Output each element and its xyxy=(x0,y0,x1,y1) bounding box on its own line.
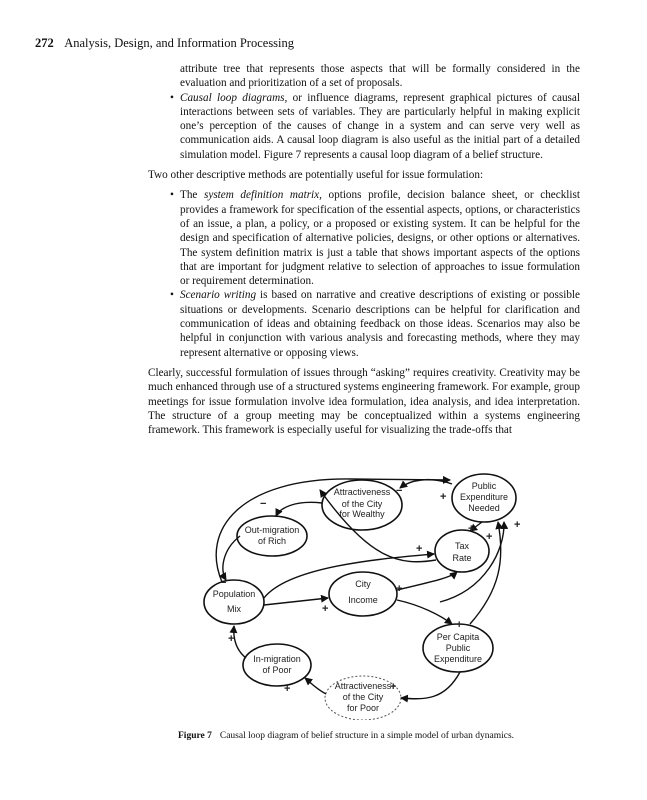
paragraph-continued: attribute tree that represents those aspects that will be formally considered in the evaluation and prioritization of a set of proposals. xyxy=(180,63,580,90)
link-attract-poor-to-inmigration xyxy=(305,678,326,694)
node-label-line: Income xyxy=(348,595,378,605)
sign: − xyxy=(260,498,267,510)
node-label-line: for Poor xyxy=(346,703,380,713)
figure-caption xyxy=(178,731,514,741)
sign: + xyxy=(228,633,235,645)
caption-text: Causal loop diagram of belief structure in a simple model of urban dynamics. xyxy=(219,731,515,741)
node-label-line: of Poor xyxy=(262,665,292,675)
node-label-line: Needed xyxy=(468,503,500,513)
node-label-line: Attractiveness xyxy=(333,487,391,497)
causal-loop-svg xyxy=(200,470,530,720)
sign: − xyxy=(396,485,403,497)
link-inmigration-to-population xyxy=(234,626,246,658)
node-label-line: Expenditure xyxy=(459,492,509,502)
node-label-line: of the City xyxy=(341,499,383,509)
bullet-causal-loop xyxy=(148,91,580,162)
sign: + xyxy=(456,619,463,631)
sign: + xyxy=(284,683,291,695)
bullet-scenario-writing xyxy=(148,288,580,359)
node-label-line: Attractiveness xyxy=(334,681,392,691)
node-tax-rate xyxy=(435,530,489,572)
sign: + xyxy=(486,531,493,543)
node-label-line: In-migration xyxy=(253,654,301,664)
page-number: 272 xyxy=(35,36,54,50)
node-per-capita-expenditure xyxy=(423,624,493,672)
term-system-definition: system definition matrix, xyxy=(204,189,322,202)
node-label-line: Out-migration xyxy=(244,525,300,535)
sign: + xyxy=(416,543,423,555)
figure-causal-loop-diagram xyxy=(200,470,530,720)
body-text xyxy=(148,62,580,437)
sign: − xyxy=(220,577,227,589)
paragraph-descriptive-methods: Two other descriptive methods are potentially useful for issue formulation: xyxy=(148,169,484,182)
term-scenario-writing: Scenario writing xyxy=(180,289,257,302)
bullet-text: or influence diagrams, represent graphical pictures of causal interactions between sets of variables. They are particularly helpful in making explicit one’s perception of the causes of change in a system and can serve very well as communication aids. A causal loop diagram is also useful as the initial part of a detailed simulation model. Figure 7 represents a causal loop diagram of a belief structure. xyxy=(180,91,580,161)
link-population-to-income xyxy=(264,598,328,605)
sign: + xyxy=(390,681,397,693)
bullet-system-definition xyxy=(148,188,580,288)
sign: + xyxy=(514,519,521,531)
node-label-line: Tax xyxy=(454,541,470,551)
link-percapita-to-attract-poor xyxy=(401,672,460,699)
bullet-text: is based on narrative and creative descriptions of existing or possible situations or developments. Scenario descriptions can be helpful for clarification and communication of ideas and obtaining feedback on those ideas. Scenarios may also be helpful in conjunction with various analysis and forecasting methods, where they may represent alternative or opposing views. xyxy=(180,289,580,359)
node-label-line: Public xyxy=(471,481,497,491)
node-city-income xyxy=(329,572,397,616)
bullet-marker: • xyxy=(170,91,174,104)
link-attract-to-outmigration xyxy=(276,502,322,516)
node-outmigration-rich xyxy=(237,516,307,556)
bullet-text: options profile, decision balance sheet, or checklist provides a framework for specification of the essential aspects, options, or characteristics of an issue, a plan, a policy, or a proposed or existing system. It can be helpful for the design and specification of alternative policies, designs, or other options or alternatives. The system definition matrix is just a table that shows important aspects of the options that are important for judgment relative to selection of approaches to issue formulation or requirement determination. xyxy=(180,189,580,288)
node-population-mix xyxy=(204,580,264,624)
node-label-line: Per Capita xyxy=(436,632,480,642)
node-label-line: for Wealthy xyxy=(339,509,385,519)
sign: + xyxy=(396,583,403,595)
link-income-to-tax xyxy=(397,572,457,590)
node-label-line: of Rich xyxy=(257,536,287,546)
paragraph-creativity: Clearly, successful formulation of issues through “asking” requires creativity. Creativity may be much enhanced through use of a structured systems engineering framework. For example, group meetings for issue formulation involve idea formulation, idea analysis, and idea interpretation. The structure of a group meeting may be conceptualized within a systems engineering framework. This framework is especially useful for visualizing the trade-offs that xyxy=(148,366,580,437)
running-header xyxy=(35,36,294,51)
running-title: Analysis, Design, and Information Processing xyxy=(64,36,295,50)
sign: + xyxy=(322,603,329,615)
bullet-marker: • xyxy=(170,289,174,302)
caption-label: Figure 7 xyxy=(178,731,212,741)
node-inmigration-poor xyxy=(243,644,311,686)
link-outmigration-to-population xyxy=(223,536,240,580)
node-public-expenditure-needed xyxy=(452,474,516,522)
node-label-line: Rate xyxy=(452,553,472,563)
link-income-to-percapita xyxy=(397,600,452,624)
bullet-prefix: The xyxy=(180,189,204,202)
node-label-line: Population xyxy=(212,589,256,599)
node-attractiveness-wealthy xyxy=(322,480,402,530)
sign: + xyxy=(468,523,475,535)
sign: + xyxy=(440,491,447,503)
node-label-line: Expenditure xyxy=(433,654,483,664)
term-causal-loop: Causal loop diagrams, xyxy=(180,91,288,104)
node-label-line: of the City xyxy=(342,692,384,702)
node-label-line: Mix xyxy=(227,604,241,614)
node-label-line: Public xyxy=(445,643,471,653)
bullet-marker: • xyxy=(170,189,174,202)
node-label-line: City xyxy=(355,579,371,589)
link-public-exp-to-attract xyxy=(400,480,452,488)
